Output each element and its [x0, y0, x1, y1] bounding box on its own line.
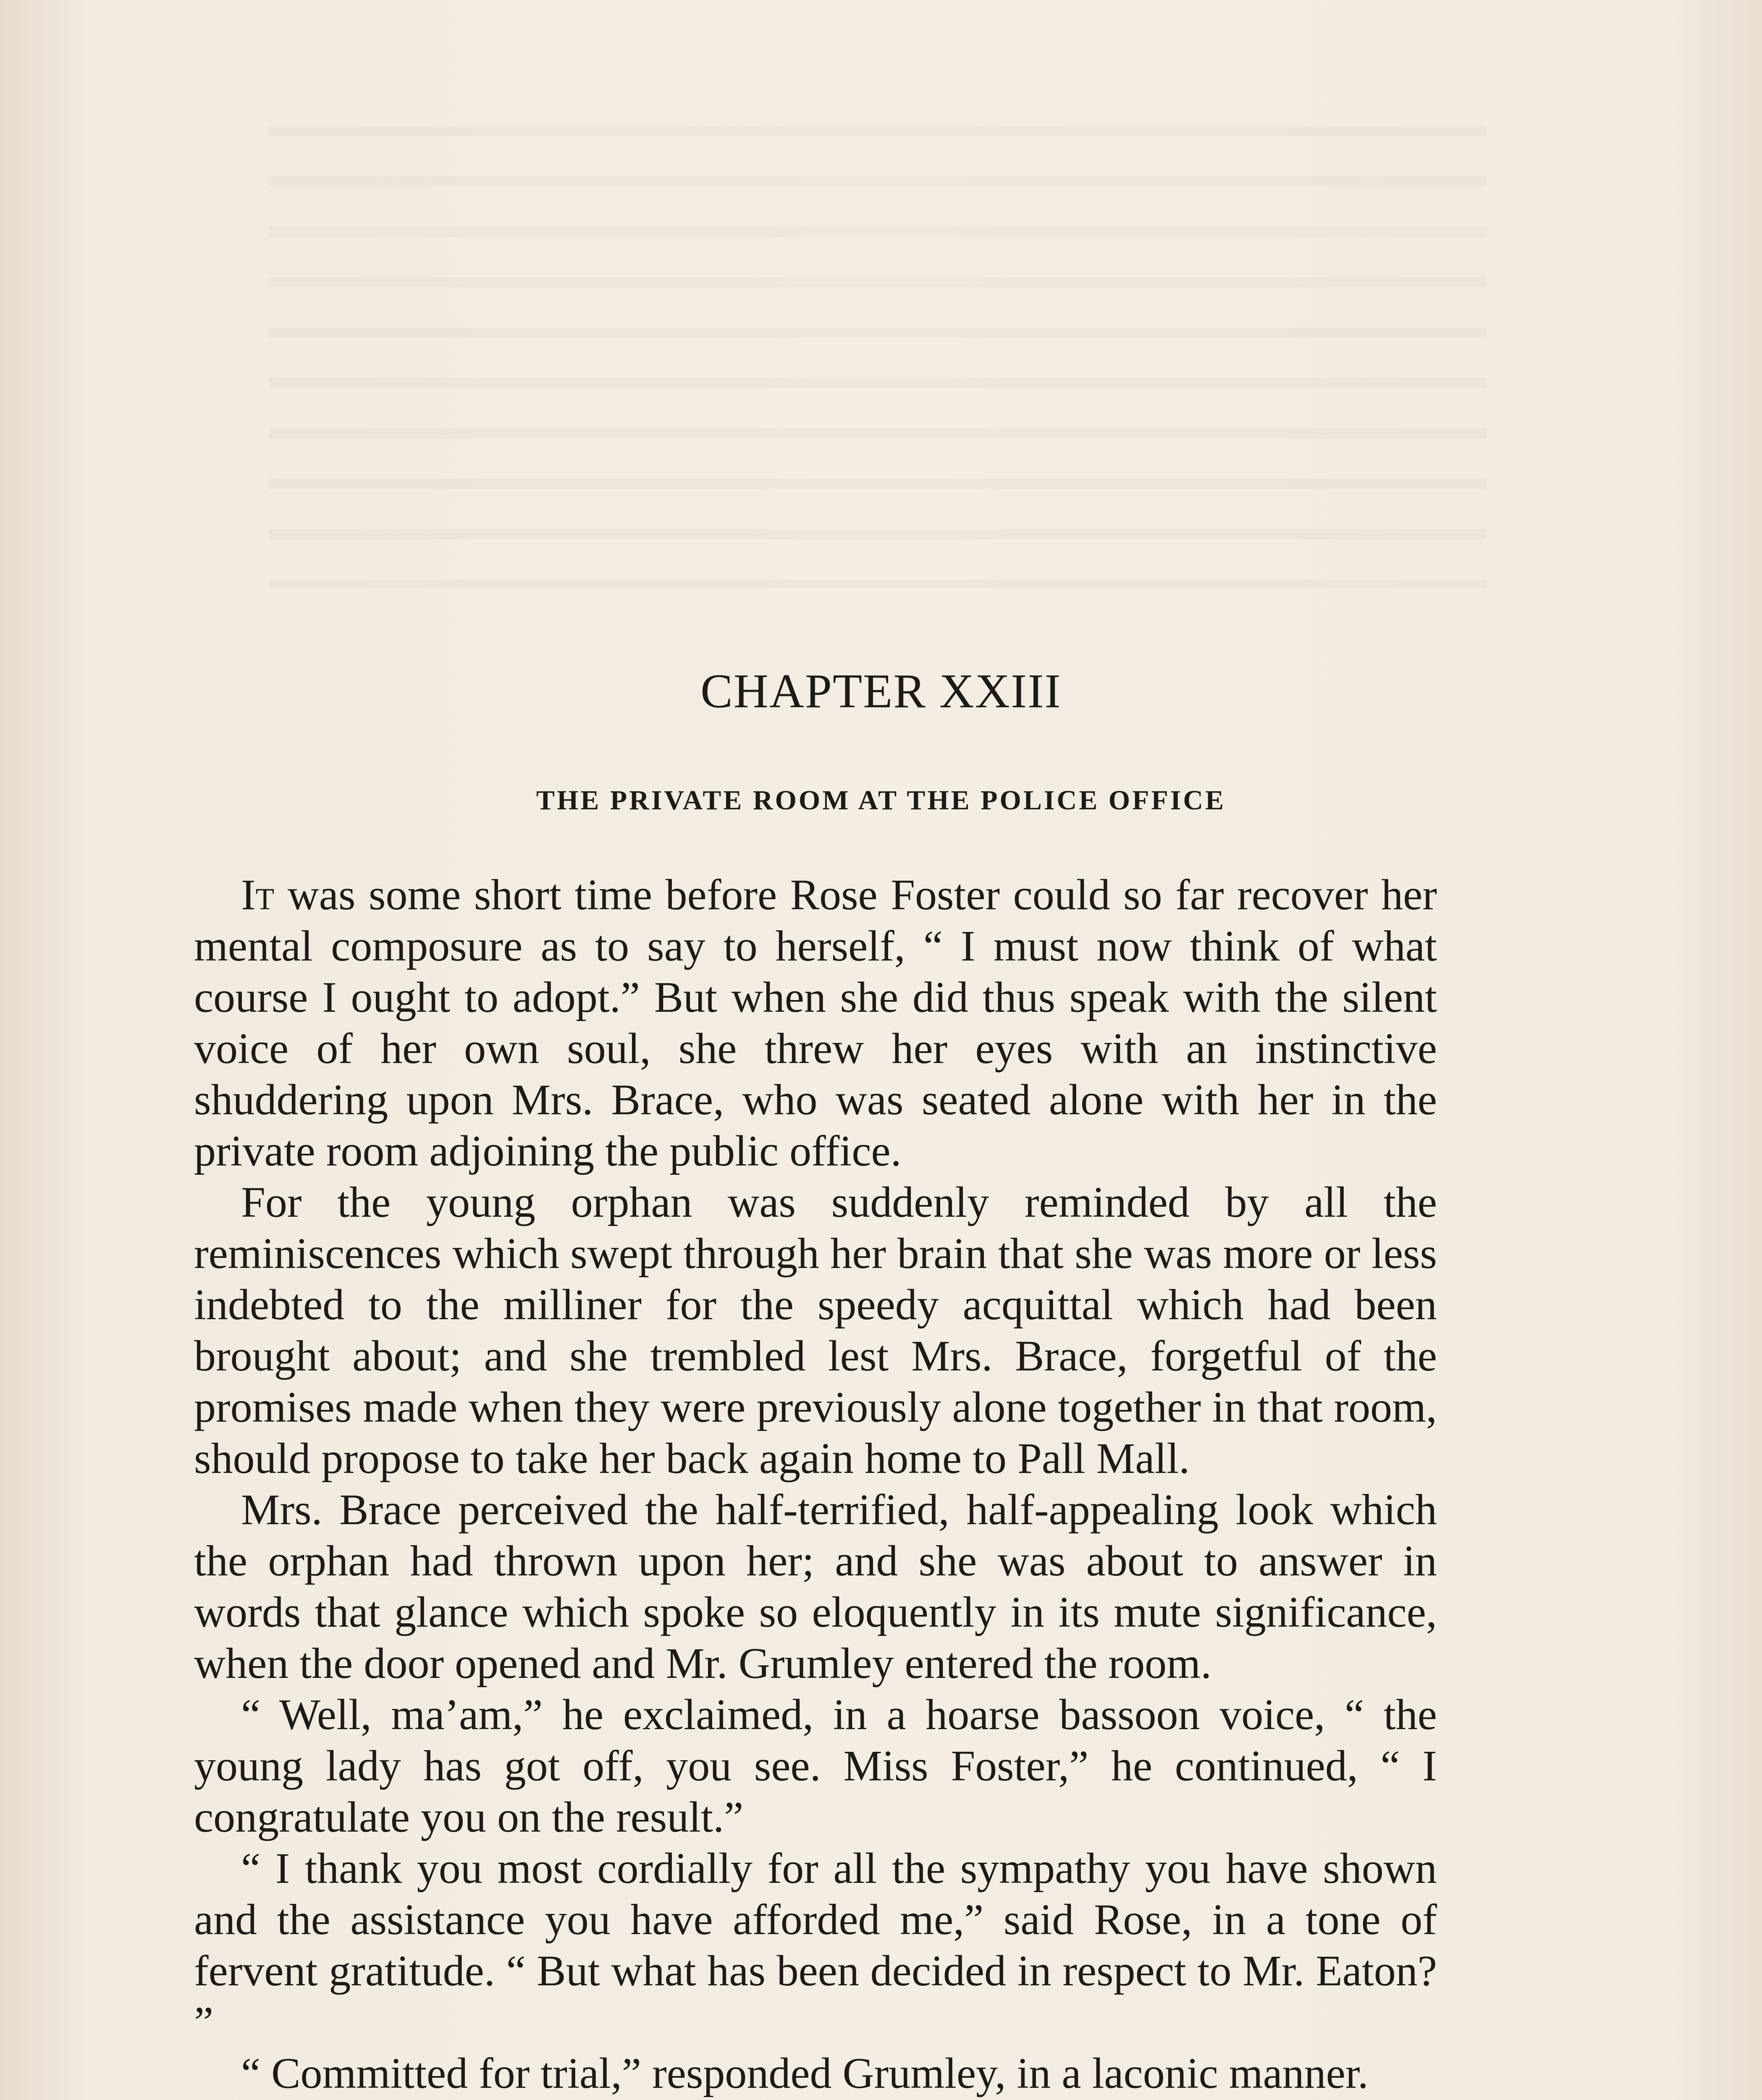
opening-small-caps: It [241, 871, 275, 919]
paragraph: Mrs. Brace perceived the half-terrified, half-appealing look which the orphan had thrown upon her; and she was about to answer in words that glance which spoke so eloquently in its mute significance, when the door opened and Mr. Grumley entered the room. [194, 1486, 1437, 1688]
chapter-title: CHAPTER XXIII [700, 664, 1062, 718]
bleed-through-text [269, 126, 1487, 588]
paragraph [194, 869, 1437, 1177]
paragraph: For the young orphan was suddenly reminded by all the reminiscences which swept through her brain that she was more or less indebted to the milliner for the speedy acquittal which had been brought about; and she trembled lest Mrs. Brace, forgetful of the promises made when they were previously alone together in that room, should propose to take her back again home to Pall Mall. [194, 1178, 1437, 1483]
paragraph: “ Committed for trial,” responded Grumley, in a laconic manner. [241, 2049, 1369, 2097]
paragraph-text: was some short time before Rose Foster could so far recover her mental composure as to say to herself, “ I must now think of what course I ought to adopt.” But when she did thus speak with the silent voice of her own soul, she threw her eyes with an instinctive shuddering upon Mrs. Brace, who was seated alone with her in the private room adjoining the public office. [194, 871, 1437, 1175]
chapter-body [194, 869, 1437, 2100]
paragraph: “ Well, ma’am,” he exclaimed, in a hoarse bassoon voice, “ the young lady has got off, you see. Miss Foster,” he continued, “ I congratulate you on the result.” [194, 1690, 1437, 1841]
chapter-subtitle: THE PRIVATE ROOM AT THE POLICE OFFICE [536, 785, 1226, 816]
paragraph: “ I thank you most cordially for all the sympathy you have shown and the assistance you have afforded me,” said Rose, in a tone of fervent gratitude. “ But what has been decided in respect to Mr. Eaton? ” [194, 1844, 1437, 2046]
